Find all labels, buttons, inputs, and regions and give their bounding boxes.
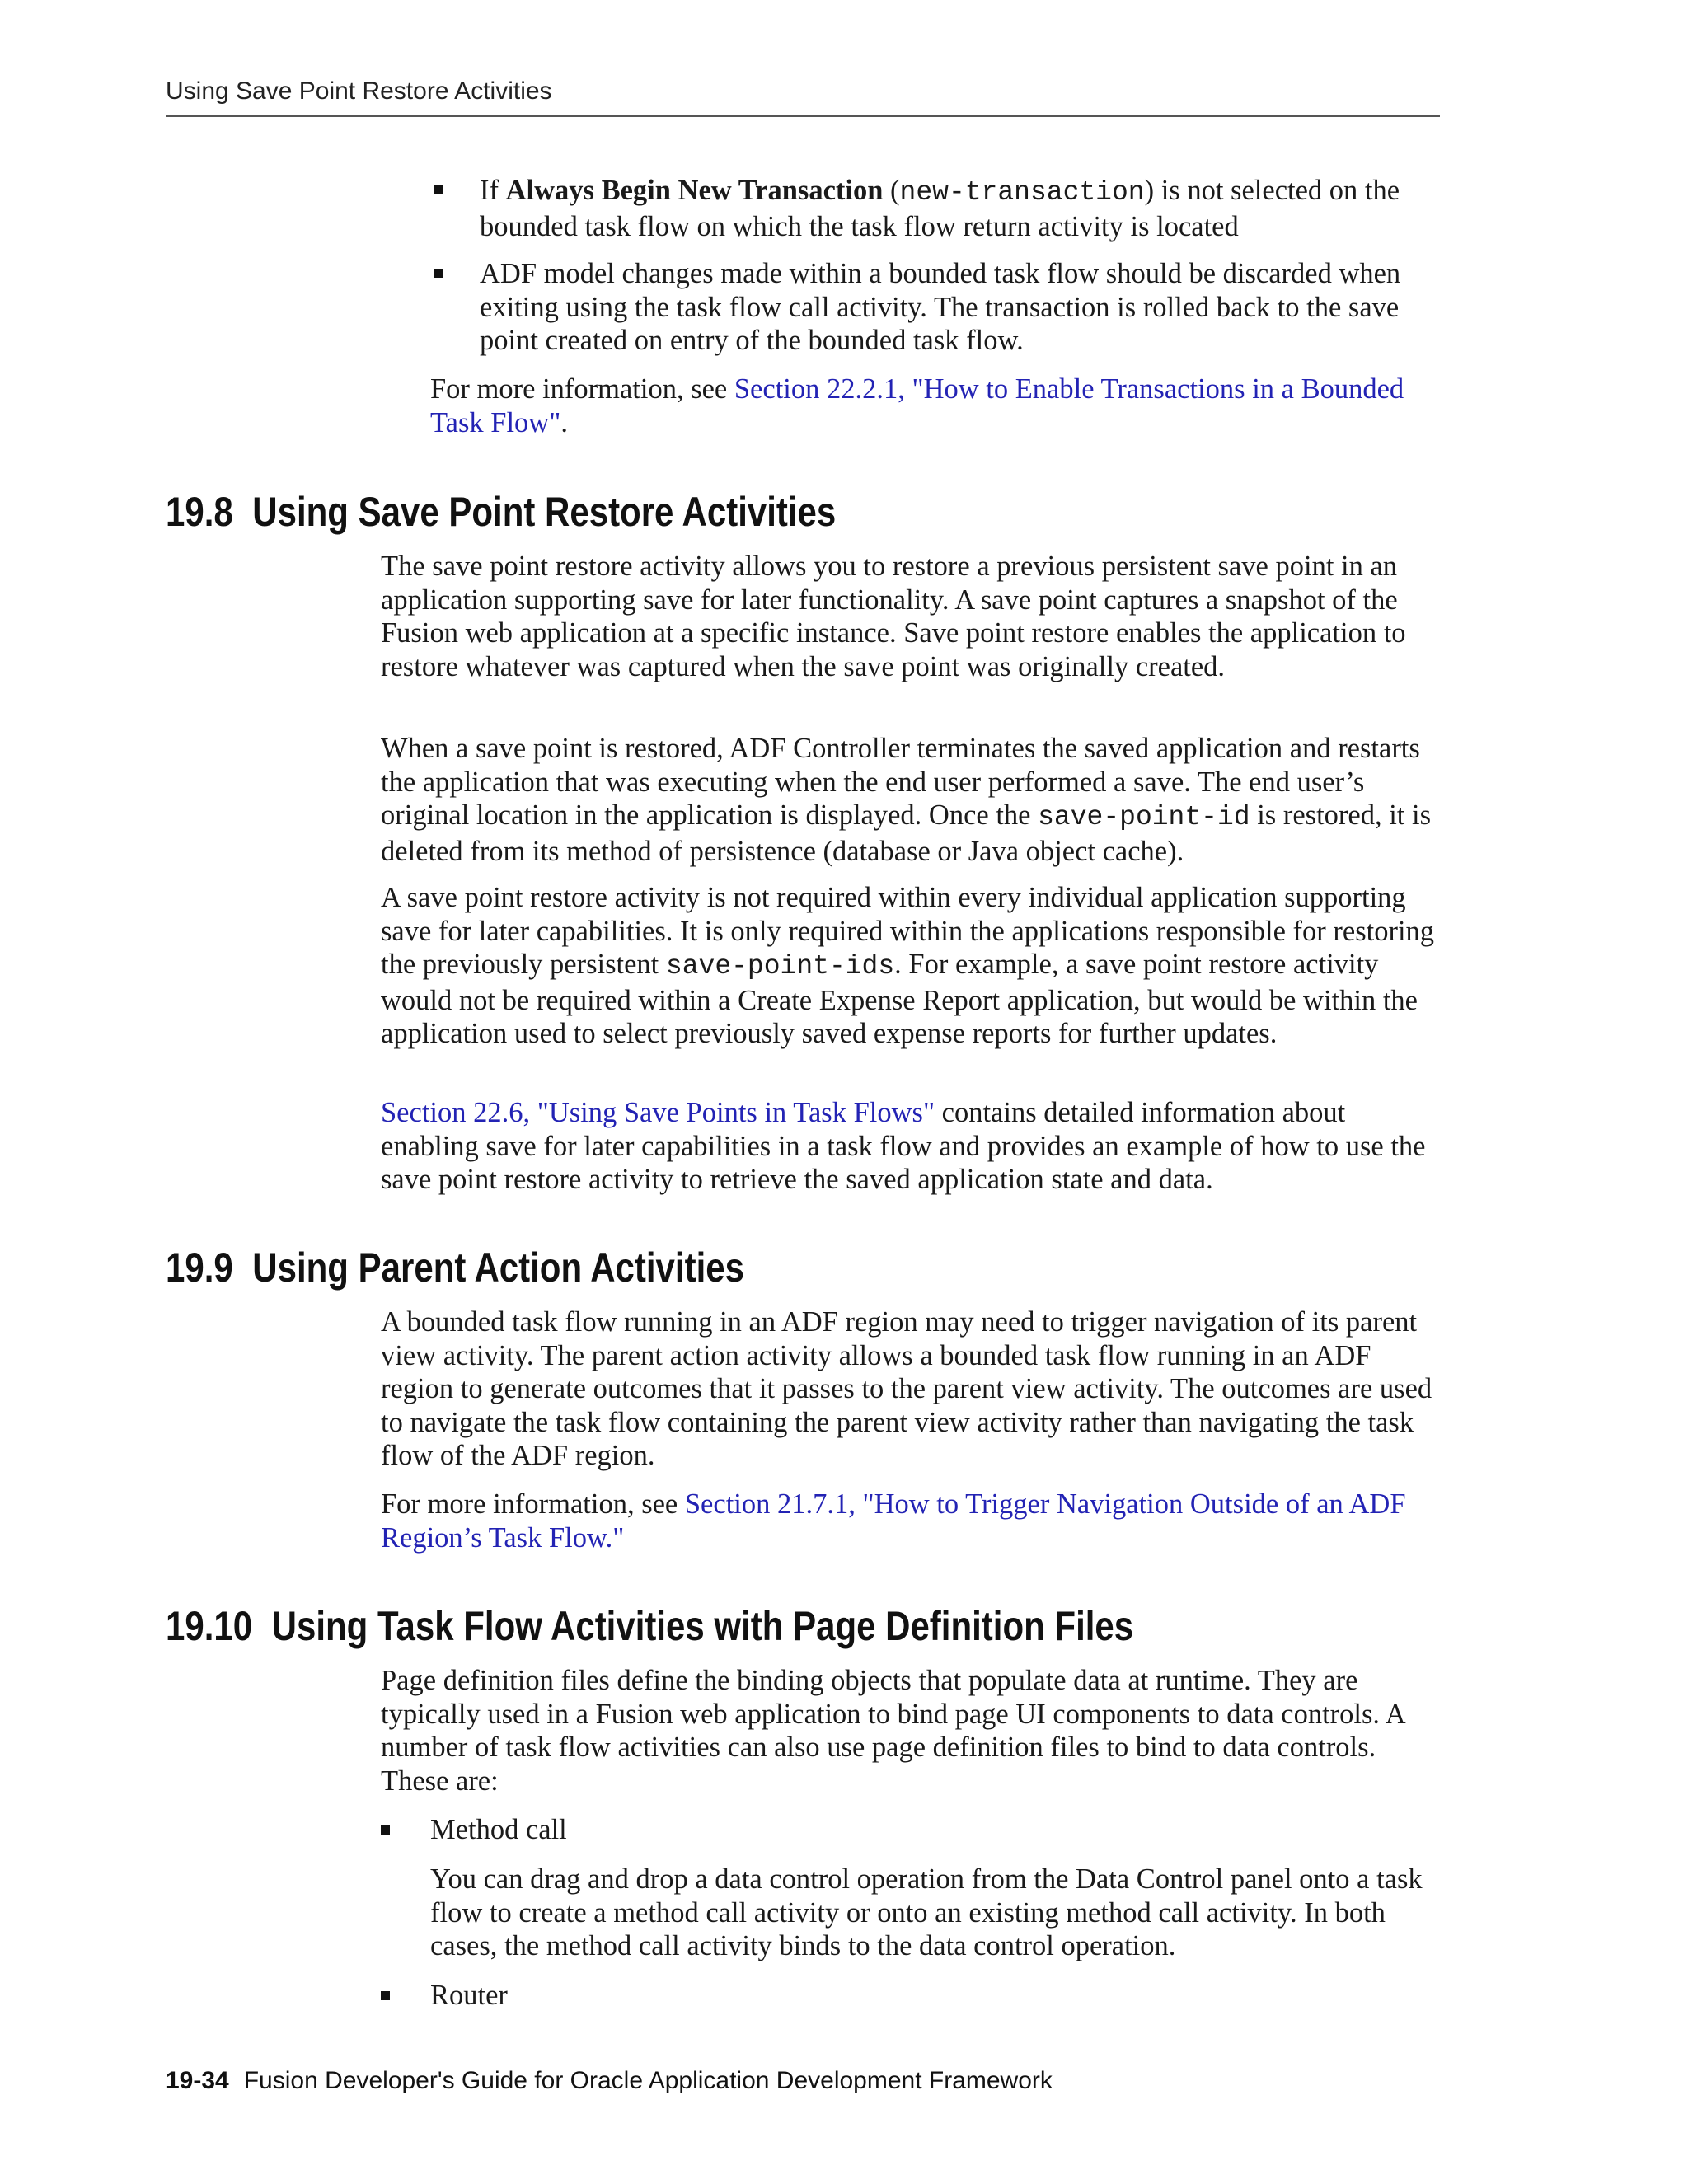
book-title: Fusion Developer's Guide for Oracle Application Development Framework (243, 2067, 1053, 2094)
intro-bullet-1: If Always Begin New Transaction (new-transaction) is not selected on the bounded task flow on which the task flow return activity is located (480, 175, 1400, 242)
link-section-22-6[interactable]: Section 22.6, "Using Save Points in Task Flows" (381, 1097, 935, 1128)
link-section-22-2-1[interactable]: Section 22.2.1, "How to Enable Transactions in a Bounded Task Flow" (430, 373, 1404, 438)
section-19-8-paragraph-4: Section 22.6, "Using Save Points in Task Flows" contains detailed information about enabling save for later capabilities in a task flow and provides an example of how to use the save point restore activity to retrieve the saved application state and data. (381, 1097, 1426, 1195)
section-19-8-paragraph-1: The save point restore activity allows you to restore a previous persistent save point in an application supporting save for later functionality. A save point captures a snapshot of the Fusion web application at a specific instance. Save point restore enables the application to restore whatever was captured when the save point was originally created. (381, 551, 1406, 682)
list-item-method-call: Method call (430, 1814, 567, 1845)
intro-bullet-2: ADF model changes made within a bounded task flow should be discarded when exiting using the task flow call activity. The transaction is rolled back to the save point created on entry of the bounded task flow. (480, 258, 1401, 356)
page-footer (166, 2067, 1053, 2095)
link-section-21-7-1[interactable]: Section 21.7.1, "How to Trigger Navigation Outside of an ADF Region’s Task Flow." (381, 1488, 1406, 1554)
section-19-8-paragraph-3: A save point restore activity is not required within every individual application supporting save for later capabilities. It is only required within the applications responsible for restoring the previously persistent save-point-ids. For example, a save point restore activity would not be required within a Create Expense Report application, but would be within the application used to select previously saved expense reports for further updates. (381, 882, 1435, 1049)
page-number: 19-34 (166, 2067, 229, 2094)
bullet-marker (434, 269, 443, 278)
section-heading-19-8: 19.8 Using Save Point Restore Activities (166, 489, 837, 535)
section-19-9-paragraph-2: For more information, see Section 21.7.1, "How to Trigger Navigation Outside of an ADF Region’s Task Flow." (381, 1488, 1406, 1554)
section-heading-19-9: 19.9 Using Parent Action Activities (166, 1244, 744, 1291)
list-item-method-call-description: You can drag and drop a data control operation from the Data Control panel onto a task flow to create a method call activity or onto an existing method call activity. In both cases, the method call activity binds to the data control operation. (430, 1863, 1423, 1961)
header-rule (166, 115, 1440, 117)
section-19-9-paragraph-1: A bounded task flow running in an ADF region may need to trigger navigation of its parent view activity. The parent action activity allows a bounded task flow running in an ADF region to generate outcomes that it passes to the parent view activity. The outcomes are used to navigate the task flow containing the parent view activity rather than navigating the task flow of the ADF region. (381, 1306, 1432, 1471)
bullet-marker (381, 1991, 390, 2000)
intro-more-info: For more information, see Section 22.2.1, "How to Enable Transactions in a Bounded Task Flow". (430, 373, 1404, 438)
bullet-marker (381, 1825, 390, 1835)
list-item-router: Router (430, 1980, 508, 2011)
bullet-marker (434, 185, 443, 194)
section-19-10-paragraph-1: Page definition files define the binding objects that populate data at runtime. They are typically used in a Fusion web application to bind page UI components to data controls. A number of task flow activities can also use page definition files to bind to data controls. These are: (381, 1665, 1404, 1797)
section-heading-19-10: 19.10 Using Task Flow Activities with Page Definition Files (166, 1603, 1134, 1649)
section-19-8-paragraph-2: When a save point is restored, ADF Controller terminates the saved application and restarts the application that was executing when the end user performed a save. The end user’s original location in the application is displayed. Once the save-point-id is restored, it is deleted from its method of persistence (database or Java object cache). (381, 733, 1432, 867)
running-header-title: Using Save Point Restore Activities (166, 77, 552, 105)
